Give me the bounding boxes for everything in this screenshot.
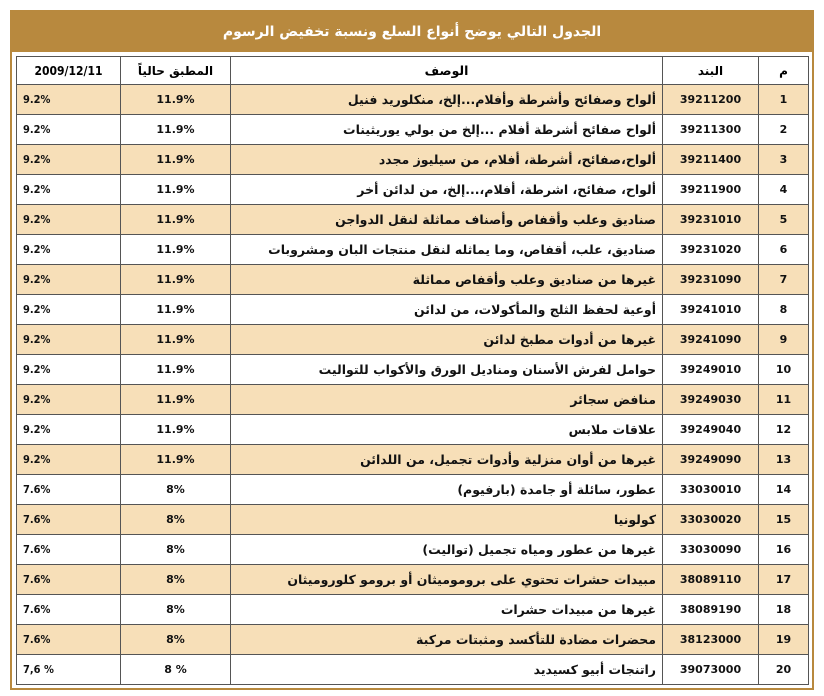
table-row <box>17 145 809 175</box>
cell-code: 38089190 <box>663 595 759 625</box>
cell-reduced-rate: 9.2% <box>17 205 121 235</box>
cell-code: 39073000 <box>663 655 759 685</box>
header-row <box>17 57 809 85</box>
table-row <box>17 655 809 685</box>
table-title: الجدول التالي يوضح أنواع السلع ونسبة تخفيض الرسوم <box>12 12 812 52</box>
table-body <box>17 85 809 685</box>
cell-description: غيرها من أدوات مطبخ لدائن <box>231 325 663 355</box>
cell-reduced-rate: 7,6 % <box>17 655 121 685</box>
cell-reduced-rate: 9.2% <box>17 295 121 325</box>
cell-code: 39211200 <box>663 85 759 115</box>
cell-reduced-rate: 9.2% <box>17 175 121 205</box>
cell-code: 39211900 <box>663 175 759 205</box>
cell-reduced-rate: 7.6% <box>17 475 121 505</box>
cell-description: ألواح صفائح أشرطة أفلام ...إلخ من بولي يوريثينات <box>231 115 663 145</box>
table-row <box>17 445 809 475</box>
cell-current-rate: 11.9% <box>121 295 231 325</box>
table-row <box>17 415 809 445</box>
cell-current-rate: 11.9% <box>121 205 231 235</box>
cell-number: 1 <box>759 85 809 115</box>
cell-current-rate: 11.9% <box>121 445 231 475</box>
table-row <box>17 535 809 565</box>
cell-description: حوامل لفرش الأسنان ومناديل الورق والأكواب للتواليت <box>231 355 663 385</box>
cell-current-rate: 11.9% <box>121 385 231 415</box>
cell-current-rate: 11.9% <box>121 265 231 295</box>
cell-description: راتنجات أبيو كسيديد <box>231 655 663 685</box>
cell-number: 16 <box>759 535 809 565</box>
cell-code: 39211400 <box>663 145 759 175</box>
cell-current-rate: 11.9% <box>121 325 231 355</box>
cell-description: ألواح وصفائح وأشرطة وأفلام...إلخ، منكلوريد فنيل <box>231 85 663 115</box>
cell-description: علاقات ملابس <box>231 415 663 445</box>
cell-reduced-rate: 9.2% <box>17 385 121 415</box>
cell-reduced-rate: 9.2% <box>17 145 121 175</box>
cell-current-rate: 8% <box>121 505 231 535</box>
tariff-table <box>16 56 809 685</box>
table-row <box>17 385 809 415</box>
cell-description: غيرها من مبيدات حشرات <box>231 595 663 625</box>
header-num: م <box>759 57 809 85</box>
table-row <box>17 565 809 595</box>
cell-description: صناديق وعلب وأقفاص وأصناف مماثلة لنقل الدواجن <box>231 205 663 235</box>
cell-number: 6 <box>759 235 809 265</box>
cell-code: 39249010 <box>663 355 759 385</box>
cell-current-rate: 8% <box>121 565 231 595</box>
cell-description: أوعية لحفظ الثلج والمأكولات، من لدائن <box>231 295 663 325</box>
cell-code: 33030010 <box>663 475 759 505</box>
table-row <box>17 85 809 115</box>
cell-number: 3 <box>759 145 809 175</box>
cell-description: ألواح، صفائح، اشرطة، أفلام،...إلخ، من لدائن أخر <box>231 175 663 205</box>
cell-code: 39241010 <box>663 295 759 325</box>
cell-code: 33030020 <box>663 505 759 535</box>
cell-number: 14 <box>759 475 809 505</box>
cell-description: غيرها من عطور ومياه تجميل (تواليت) <box>231 535 663 565</box>
cell-current-rate: 8% <box>121 475 231 505</box>
cell-description: غيرها من أوان منزلية وأدوات تجميل، من اللدائن <box>231 445 663 475</box>
cell-code: 39249040 <box>663 415 759 445</box>
cell-code: 39231010 <box>663 205 759 235</box>
header-current: المطبق حالياً <box>121 57 231 85</box>
cell-number: 11 <box>759 385 809 415</box>
table-row <box>17 475 809 505</box>
cell-reduced-rate: 9.2% <box>17 355 121 385</box>
table-row <box>17 355 809 385</box>
cell-current-rate: 8 % <box>121 655 231 685</box>
cell-code: 39241090 <box>663 325 759 355</box>
cell-current-rate: 8% <box>121 595 231 625</box>
cell-reduced-rate: 9.2% <box>17 415 121 445</box>
cell-number: 18 <box>759 595 809 625</box>
table-row <box>17 295 809 325</box>
cell-current-rate: 11.9% <box>121 355 231 385</box>
cell-description: ألواح،صفائح، أشرطة، أفلام، من سيليوز مجدد <box>231 145 663 175</box>
cell-code: 39231090 <box>663 265 759 295</box>
header-date: 2009/12/11 <box>17 57 121 85</box>
table-row <box>17 595 809 625</box>
cell-reduced-rate: 7.6% <box>17 535 121 565</box>
cell-description: غيرها من صناديق وعلب وأقفاص مماثلة <box>231 265 663 295</box>
table-row <box>17 235 809 265</box>
cell-reduced-rate: 9.2% <box>17 235 121 265</box>
cell-number: 5 <box>759 205 809 235</box>
cell-reduced-rate: 9.2% <box>17 115 121 145</box>
cell-reduced-rate: 9.2% <box>17 325 121 355</box>
cell-current-rate: 11.9% <box>121 115 231 145</box>
cell-current-rate: 11.9% <box>121 175 231 205</box>
table-row <box>17 205 809 235</box>
cell-reduced-rate: 7.6% <box>17 505 121 535</box>
cell-current-rate: 8% <box>121 535 231 565</box>
cell-current-rate: 8% <box>121 625 231 655</box>
cell-number: 19 <box>759 625 809 655</box>
cell-code: 39231020 <box>663 235 759 265</box>
cell-code: 33030090 <box>663 535 759 565</box>
cell-current-rate: 11.9% <box>121 85 231 115</box>
cell-description: مبيدات حشرات تحتوي على بروموميثان أو برومو كلوروميثان <box>231 565 663 595</box>
cell-number: 20 <box>759 655 809 685</box>
cell-number: 7 <box>759 265 809 295</box>
cell-description: محضرات مضادة للتأكسد ومثبتات مركبة <box>231 625 663 655</box>
header-description: الوصف <box>231 57 663 85</box>
cell-number: 9 <box>759 325 809 355</box>
cell-number: 13 <box>759 445 809 475</box>
cell-number: 8 <box>759 295 809 325</box>
table-row <box>17 265 809 295</box>
cell-reduced-rate: 9.2% <box>17 445 121 475</box>
cell-current-rate: 11.9% <box>121 235 231 265</box>
cell-reduced-rate: 9.2% <box>17 85 121 115</box>
cell-code: 38123000 <box>663 625 759 655</box>
cell-code: 39249090 <box>663 445 759 475</box>
cell-number: 17 <box>759 565 809 595</box>
header-code: البند <box>663 57 759 85</box>
cell-current-rate: 11.9% <box>121 145 231 175</box>
cell-number: 4 <box>759 175 809 205</box>
cell-reduced-rate: 7.6% <box>17 595 121 625</box>
cell-reduced-rate: 7.6% <box>17 565 121 595</box>
cell-description: صناديق، علب، أقفاص، وما يماثله لنقل منتجات البان ومشروبات <box>231 235 663 265</box>
cell-description: عطور، سائلة أو جامدة (بارفيوم) <box>231 475 663 505</box>
cell-description: منافض سجائر <box>231 385 663 415</box>
cell-number: 12 <box>759 415 809 445</box>
table-frame <box>10 10 814 690</box>
cell-code: 38089110 <box>663 565 759 595</box>
table-row <box>17 325 809 355</box>
cell-reduced-rate: 7.6% <box>17 625 121 655</box>
cell-number: 15 <box>759 505 809 535</box>
cell-current-rate: 11.9% <box>121 415 231 445</box>
cell-code: 39211300 <box>663 115 759 145</box>
table-row <box>17 625 809 655</box>
table-row <box>17 505 809 535</box>
table-row <box>17 115 809 145</box>
cell-description: كولونيا <box>231 505 663 535</box>
table-row <box>17 175 809 205</box>
cell-number: 2 <box>759 115 809 145</box>
cell-reduced-rate: 9.2% <box>17 265 121 295</box>
cell-code: 39249030 <box>663 385 759 415</box>
cell-number: 10 <box>759 355 809 385</box>
